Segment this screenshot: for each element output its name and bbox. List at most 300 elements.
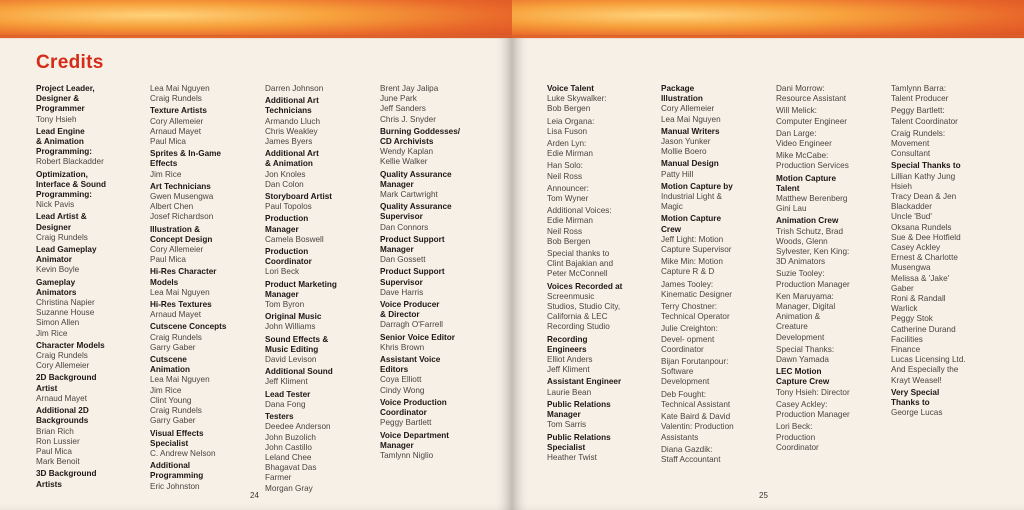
credit-entry bbox=[265, 280, 373, 311]
credit-entry bbox=[380, 235, 492, 266]
credit-entry bbox=[776, 216, 886, 267]
credit-name: Staff Accountant bbox=[661, 454, 721, 464]
credit-role: Manual Writers bbox=[661, 126, 720, 136]
credit-entry bbox=[547, 184, 651, 204]
credit-name: Albert Chen bbox=[150, 202, 194, 212]
credit-entry bbox=[36, 469, 140, 489]
credit-name: Cory Allemeier bbox=[36, 361, 90, 371]
credit-name: Talent Coordinator bbox=[891, 116, 958, 126]
credit-entry bbox=[380, 398, 492, 429]
credit-name: Manager, Digital bbox=[776, 302, 836, 312]
credit-role: Cutscene bbox=[150, 355, 187, 365]
credit-entry bbox=[547, 433, 651, 464]
credit-entry bbox=[661, 214, 767, 255]
credit-entry bbox=[661, 84, 767, 125]
credit-name: Peggy Bartlett: bbox=[891, 106, 945, 116]
credit-name: Garry Gaber bbox=[150, 416, 196, 426]
credit-name: Tony Hsieh: Director bbox=[776, 387, 850, 397]
credit-role: Public Relations bbox=[547, 399, 611, 409]
credit-name: Craig Rundels bbox=[150, 332, 202, 342]
credit-name: Leland Chee bbox=[265, 452, 312, 462]
credit-name: Capture Supervisor bbox=[661, 245, 732, 255]
credit-entry bbox=[265, 390, 373, 410]
credit-role: Additional 2D bbox=[36, 406, 89, 416]
credit-name: Patty Hill bbox=[661, 169, 694, 179]
credit-name: Announcer: bbox=[547, 183, 589, 193]
credit-name: Dave Harris bbox=[380, 287, 424, 297]
credit-name: Assistants bbox=[661, 432, 699, 442]
credit-name: Dani Morrow: bbox=[776, 84, 825, 93]
credit-role: Backgrounds bbox=[36, 416, 89, 426]
credit-entry bbox=[265, 367, 373, 387]
credit-name: Hsieh bbox=[891, 181, 912, 191]
credit-role: Designer bbox=[36, 222, 72, 232]
credit-name: Studios, Studio City, bbox=[547, 302, 621, 312]
credit-role: Recording bbox=[547, 334, 588, 344]
credit-role: Project Leader, bbox=[36, 84, 95, 93]
credit-name: Craig Rundels bbox=[36, 351, 88, 361]
credit-role: Programmer bbox=[36, 104, 85, 114]
credit-name: Tom Sarris bbox=[547, 420, 587, 430]
credit-name: Jon Knoles bbox=[265, 169, 306, 179]
credit-role: Public Relations bbox=[547, 432, 611, 442]
credit-entry bbox=[661, 280, 767, 300]
credit-role: Texture Artists bbox=[150, 106, 207, 116]
credit-entry bbox=[265, 149, 373, 190]
credit-role: Programming: bbox=[36, 190, 92, 200]
credit-name: Bob Bergen bbox=[547, 236, 591, 246]
credit-name: Special thanks to bbox=[547, 249, 610, 259]
credit-entry bbox=[891, 106, 1007, 126]
credit-name: Mike McCabe: bbox=[776, 151, 829, 161]
credit-name: Clint Bajakian and bbox=[547, 259, 613, 269]
credit-name: Jeff Kliment bbox=[265, 377, 308, 387]
credit-entry bbox=[661, 127, 767, 158]
credit-entry bbox=[776, 367, 886, 398]
credit-name: Additional Voices: bbox=[547, 206, 612, 216]
credit-entry bbox=[265, 214, 373, 245]
credit-role: Production bbox=[265, 247, 309, 257]
credit-name: 3D Animators bbox=[776, 257, 826, 267]
credit-name: Arnaud Mayet bbox=[36, 393, 87, 403]
credit-name: Oksana Rundels bbox=[891, 222, 952, 232]
credit-name: Suzanne House bbox=[36, 308, 95, 318]
credit-name: Mark Benoit bbox=[36, 457, 80, 467]
credit-name: And Especially the bbox=[891, 365, 959, 375]
credit-role: Manager bbox=[547, 410, 581, 420]
credit-name: Luke Skywalker: bbox=[547, 94, 607, 104]
credit-name: Ron Lussier bbox=[36, 436, 80, 446]
credit-name: Arnaud Mayet bbox=[150, 310, 201, 320]
credit-name: Morgan Gray bbox=[265, 483, 313, 493]
credit-role: & Animation bbox=[36, 137, 84, 147]
credit-name: Paul Mica bbox=[36, 446, 72, 456]
credit-name: Josef Richardson bbox=[150, 212, 214, 222]
credit-entry bbox=[36, 278, 140, 339]
credit-role: Coordinator bbox=[265, 257, 312, 267]
credit-entry bbox=[150, 225, 254, 266]
credit-role: Testers bbox=[265, 412, 294, 422]
credit-name: Capture R & D bbox=[661, 267, 715, 277]
credit-name: California & LEC bbox=[547, 312, 608, 322]
credit-name: Talent Producer bbox=[891, 94, 949, 104]
credit-entry bbox=[776, 106, 886, 126]
credit-entry bbox=[36, 170, 140, 211]
credit-entry bbox=[891, 84, 1007, 104]
credit-entry bbox=[150, 149, 254, 180]
credit-role: Specialist bbox=[150, 438, 189, 448]
credit-role: 3D Background bbox=[36, 469, 97, 479]
credit-name: Kellie Walker bbox=[380, 157, 428, 167]
credit-role: Voices Recorded at bbox=[547, 281, 623, 291]
credit-name: Edie Mirman bbox=[547, 149, 593, 159]
credit-role: Motion Capture by bbox=[661, 181, 733, 191]
credit-name: Robert Blackadder bbox=[36, 157, 104, 167]
credit-role: Artist bbox=[36, 383, 58, 393]
credit-role: Voice Talent bbox=[547, 84, 595, 93]
credit-entry bbox=[36, 341, 140, 372]
credit-name: Sylvester, Ken King: bbox=[776, 247, 850, 257]
credit-name: Screenmusic bbox=[547, 291, 595, 301]
credit-role: Thanks to bbox=[891, 398, 930, 408]
credit-name: Lillian Kathy Jung bbox=[891, 171, 956, 181]
credit-role: Additional Art bbox=[265, 149, 319, 159]
credit-name: Chris Weakley bbox=[265, 126, 318, 136]
credit-name: Paul Mica bbox=[150, 255, 186, 265]
credit-entry bbox=[36, 245, 140, 276]
credits-column-8 bbox=[891, 84, 1007, 421]
credit-entry bbox=[776, 129, 886, 149]
credit-entry bbox=[380, 300, 492, 331]
top-banner-right bbox=[512, 0, 1024, 38]
credit-entry bbox=[547, 161, 651, 181]
credit-entry bbox=[891, 129, 1007, 160]
credit-name: Melissa & 'Jake' bbox=[891, 273, 950, 283]
credit-role: Artists bbox=[36, 479, 62, 489]
credit-name: Armando Lluch bbox=[265, 116, 321, 126]
credit-name: Industrial Light & bbox=[661, 192, 722, 202]
credit-entry bbox=[547, 117, 651, 137]
credit-name: Casey Ackley bbox=[891, 243, 941, 253]
credit-entry bbox=[776, 292, 886, 343]
credit-name: Devel- opment bbox=[661, 334, 715, 344]
credit-entry bbox=[776, 400, 886, 420]
page-number-left: 24 bbox=[250, 491, 259, 500]
credit-name: Matthew Berenberg bbox=[776, 194, 848, 204]
credit-entry bbox=[36, 212, 140, 243]
credit-name: Laurie Bean bbox=[547, 387, 592, 397]
credit-role: LEC Motion bbox=[776, 367, 822, 377]
credit-name: Deedee Anderson bbox=[265, 422, 331, 432]
credit-name: Technical Operator bbox=[661, 312, 730, 322]
credit-entry bbox=[547, 400, 651, 431]
credit-role: Cutscene Concepts bbox=[150, 322, 227, 332]
credit-entry bbox=[265, 84, 373, 94]
credit-name: Kevin Boyle bbox=[36, 265, 80, 275]
credit-entry bbox=[891, 161, 1007, 385]
credit-name: Coya Elliott bbox=[380, 375, 422, 385]
credit-entry bbox=[150, 300, 254, 320]
credit-role: Technicians bbox=[265, 106, 312, 116]
credit-entry bbox=[776, 151, 886, 171]
credit-role: Art Technicians bbox=[150, 181, 211, 191]
credits-column-6 bbox=[661, 84, 767, 467]
credit-role: & Animation bbox=[265, 159, 313, 169]
credit-role: Very Special bbox=[891, 387, 940, 397]
credit-name: Jeff Kliment bbox=[547, 365, 590, 375]
credit-name: Dana Fong bbox=[265, 399, 306, 409]
credit-name: Julie Creighton: bbox=[661, 324, 718, 334]
credit-entry bbox=[547, 282, 651, 333]
credit-role: Capture Crew bbox=[776, 377, 830, 387]
credit-role: Additional Art bbox=[265, 96, 319, 106]
credit-role: Animator bbox=[36, 255, 72, 265]
credit-name: Dan Colon bbox=[265, 179, 304, 189]
credit-name: June Park bbox=[380, 94, 417, 104]
credit-name: Christina Napier bbox=[36, 298, 95, 308]
credit-name: Suzie Tooley: bbox=[776, 269, 825, 279]
credit-name: Craig Rundels bbox=[150, 94, 202, 104]
credit-role: Hi-Res Character bbox=[150, 267, 217, 277]
credit-name: Jeff Light: Motion bbox=[661, 234, 724, 244]
credit-name: Catherine Durand bbox=[891, 324, 956, 334]
credit-name: Jim Rice bbox=[150, 385, 182, 395]
credit-role: Voice Producer bbox=[380, 300, 440, 310]
credit-role: Lead Gameplay bbox=[36, 245, 97, 255]
credit-role: 2D Background bbox=[36, 373, 97, 383]
credit-name: Trish Schutz, Brad bbox=[776, 226, 844, 236]
credit-role: Assistant Voice bbox=[380, 355, 441, 365]
credit-role: Special Thanks to bbox=[891, 161, 961, 171]
credit-name: Warlick bbox=[891, 304, 918, 314]
credit-role: Quality Assurance bbox=[380, 169, 452, 179]
credit-name: Neil Ross bbox=[547, 226, 583, 236]
credit-entry bbox=[36, 406, 140, 467]
credit-role: Optimization, bbox=[36, 169, 88, 179]
credit-role: Motion Capture bbox=[776, 173, 837, 183]
credit-entry bbox=[265, 247, 373, 278]
credits-column-2 bbox=[150, 84, 254, 494]
credit-name: Craig Rundels bbox=[150, 406, 202, 416]
credit-entry bbox=[380, 431, 492, 462]
credit-entry bbox=[36, 127, 140, 168]
credit-entry bbox=[36, 84, 140, 125]
credit-name: Leia Organa: bbox=[547, 116, 595, 126]
credit-entry bbox=[661, 390, 767, 410]
credit-entry bbox=[776, 84, 886, 104]
credit-name: Tracy Dean & Jen bbox=[891, 192, 957, 202]
credit-entry bbox=[661, 159, 767, 179]
credit-name: Simon Allen bbox=[36, 318, 80, 328]
credit-role: Sound Effects & bbox=[265, 334, 329, 344]
credit-name: John Castillo bbox=[265, 442, 312, 452]
credit-name: Bob Bergen bbox=[547, 104, 591, 114]
credit-name: Chris J. Snyder bbox=[380, 114, 436, 124]
credit-name: Mark Cartwright bbox=[380, 190, 438, 200]
credit-name: Lea Mai Nguyen bbox=[150, 375, 210, 385]
credit-role: Concept Design bbox=[150, 234, 213, 244]
credit-name: Computer Engineer bbox=[776, 116, 847, 126]
credit-role: CD Archivists bbox=[380, 137, 434, 147]
credit-entry bbox=[150, 84, 254, 104]
credit-role: Senior Voice Editor bbox=[380, 332, 455, 342]
credit-name: Heather Twist bbox=[547, 452, 597, 462]
credit-entry bbox=[661, 182, 767, 213]
credit-name: John Williams bbox=[265, 322, 316, 332]
credit-entry bbox=[547, 206, 651, 247]
credit-role: Voice Department bbox=[380, 430, 450, 440]
credit-role: Quality Assurance bbox=[380, 202, 452, 212]
credit-name: Lucas Licensing Ltd. bbox=[891, 355, 966, 365]
credit-name: James Tooley: bbox=[661, 279, 714, 289]
credit-name: Peggy Stok bbox=[891, 314, 933, 324]
credit-name: Woods, Glenn bbox=[776, 236, 828, 246]
credit-entry bbox=[150, 267, 254, 298]
credit-name: Development bbox=[776, 332, 825, 342]
credit-role: Animators bbox=[36, 287, 77, 297]
credit-name: Nick Pavis bbox=[36, 200, 75, 210]
credit-name: Gwen Musengwa bbox=[150, 192, 214, 202]
credit-entry bbox=[380, 127, 492, 168]
credit-entry bbox=[547, 139, 651, 159]
credit-role: Effects bbox=[150, 159, 178, 169]
credit-entry bbox=[661, 302, 767, 322]
credit-role: Programming: bbox=[36, 147, 92, 157]
credit-name: Resource Assistant bbox=[776, 94, 847, 104]
credit-role: Supervisor bbox=[380, 277, 423, 287]
credit-name: Animation & bbox=[776, 312, 821, 322]
credit-name: Peggy Bartlett bbox=[380, 418, 432, 428]
credit-name: Kate Baird & David bbox=[661, 412, 731, 422]
credit-role: Engineers bbox=[547, 344, 587, 354]
credit-role: Designer & bbox=[36, 94, 80, 104]
credit-name: Brent Jay Jalipa bbox=[380, 84, 439, 93]
credit-name: Terry Chostner: bbox=[661, 302, 717, 312]
credit-name: Paul Topolos bbox=[265, 202, 312, 212]
credit-name: Diana Gazdik: bbox=[661, 444, 713, 454]
credit-entry bbox=[265, 412, 373, 494]
credit-name: Special Thanks: bbox=[776, 344, 835, 354]
credit-name: Jeff Sanders bbox=[380, 104, 426, 114]
credit-name: Dan Gossett bbox=[380, 255, 426, 265]
credit-entry bbox=[265, 335, 373, 366]
credit-role: Animation bbox=[150, 365, 191, 375]
credit-role: Talent bbox=[776, 183, 800, 193]
credit-entry bbox=[265, 96, 373, 147]
credit-name: George Lucas bbox=[891, 408, 943, 418]
credit-role: Visual Effects bbox=[150, 428, 204, 438]
credit-name: Production bbox=[776, 432, 816, 442]
credit-entry bbox=[661, 445, 767, 465]
credit-role: Specialist bbox=[547, 442, 586, 452]
credit-name: Mike Min: Motion bbox=[661, 257, 723, 267]
credit-name: Lisa Fuson bbox=[547, 126, 588, 136]
credit-entry bbox=[150, 429, 254, 460]
credit-role: Lead Artist & bbox=[36, 212, 87, 222]
credit-entry bbox=[661, 324, 767, 355]
credit-name: Gini Lau bbox=[776, 204, 807, 214]
credit-role: Assistant Engineer bbox=[547, 377, 622, 387]
credit-name: Bhagavat Das bbox=[265, 463, 317, 473]
credit-entry bbox=[776, 269, 886, 289]
credit-name: Neil Ross bbox=[547, 171, 583, 181]
credit-role: Gameplay bbox=[36, 277, 76, 287]
credit-name: Dan Large: bbox=[776, 128, 817, 138]
credit-entry bbox=[380, 333, 492, 353]
credit-name: Facilities bbox=[891, 334, 923, 344]
credit-entry bbox=[776, 422, 886, 453]
page-number-right: 25 bbox=[759, 491, 768, 500]
credit-role: Editors bbox=[380, 365, 409, 375]
credit-name: Sue & Dee Hotfield bbox=[891, 232, 961, 242]
credit-name: Kinematic Designer bbox=[661, 289, 732, 299]
credit-name: Tamlynn Barra: bbox=[891, 84, 947, 93]
credit-name: Ernest & Charlotte bbox=[891, 253, 958, 263]
credit-role: Interface & Sound bbox=[36, 179, 107, 189]
credit-name: John Buzolich bbox=[265, 432, 316, 442]
credit-entry bbox=[547, 377, 651, 397]
credit-name: Tony Hsieh bbox=[36, 114, 77, 124]
credit-role: Storyboard Artist bbox=[265, 192, 333, 202]
credit-name: Farmer bbox=[265, 473, 292, 483]
credit-role: Additional bbox=[150, 461, 191, 471]
credit-role: Coordinator bbox=[380, 408, 427, 418]
page-title: Credits bbox=[36, 52, 104, 73]
credit-entry bbox=[150, 355, 254, 426]
credit-name: Magic bbox=[661, 202, 683, 212]
credit-role: Burning Goddesses/ bbox=[380, 126, 461, 136]
credit-entry bbox=[265, 312, 373, 332]
credit-name: Will Melick: bbox=[776, 106, 817, 116]
credit-name: Clint Young bbox=[150, 395, 192, 405]
credit-name: Software bbox=[661, 367, 694, 377]
credit-entry bbox=[150, 322, 254, 353]
credit-name: Lea Mai Nguyen bbox=[661, 114, 721, 124]
credit-name: Production Manager bbox=[776, 279, 850, 289]
credit-role: Product Support bbox=[380, 267, 445, 277]
credit-name: Garry Gaber bbox=[150, 342, 196, 352]
credit-role: Lead Engine bbox=[36, 126, 85, 136]
credit-name: Consultant bbox=[891, 149, 931, 159]
credit-name: Lori Beck bbox=[265, 267, 300, 277]
credit-role: Motion Capture bbox=[661, 214, 722, 224]
credit-entry bbox=[380, 267, 492, 298]
credit-name: Peter McConnell bbox=[547, 269, 608, 279]
credit-name: Mollie Boero bbox=[661, 147, 707, 157]
credit-name: Casey Ackley: bbox=[776, 399, 828, 409]
credit-name: Deb Fought: bbox=[661, 389, 707, 399]
credit-name: Darren Johnson bbox=[265, 84, 324, 93]
credit-name: Camela Boswell bbox=[265, 234, 324, 244]
credit-name: Krayt Weasel! bbox=[891, 375, 942, 385]
credit-role: Voice Production bbox=[380, 397, 447, 407]
credit-entry bbox=[380, 355, 492, 396]
credit-name: Darragh O'Farrell bbox=[380, 320, 443, 330]
credit-entry bbox=[776, 174, 886, 215]
credit-name: Edie Mirman bbox=[547, 216, 593, 226]
credit-name: Musengwa bbox=[891, 263, 931, 273]
credit-name: Dawn Yamada bbox=[776, 355, 829, 365]
credit-name: Elliot Anders bbox=[547, 355, 593, 365]
credits-column-7 bbox=[776, 84, 886, 455]
credit-role: Manager bbox=[380, 179, 414, 189]
credit-role: Models bbox=[150, 277, 179, 287]
credit-name: Han Solo: bbox=[547, 161, 583, 171]
credit-name: Arnaud Mayet bbox=[150, 126, 201, 136]
credit-name: Creature bbox=[776, 322, 808, 332]
credit-entry bbox=[547, 249, 651, 280]
credit-role: Supervisor bbox=[380, 212, 423, 222]
